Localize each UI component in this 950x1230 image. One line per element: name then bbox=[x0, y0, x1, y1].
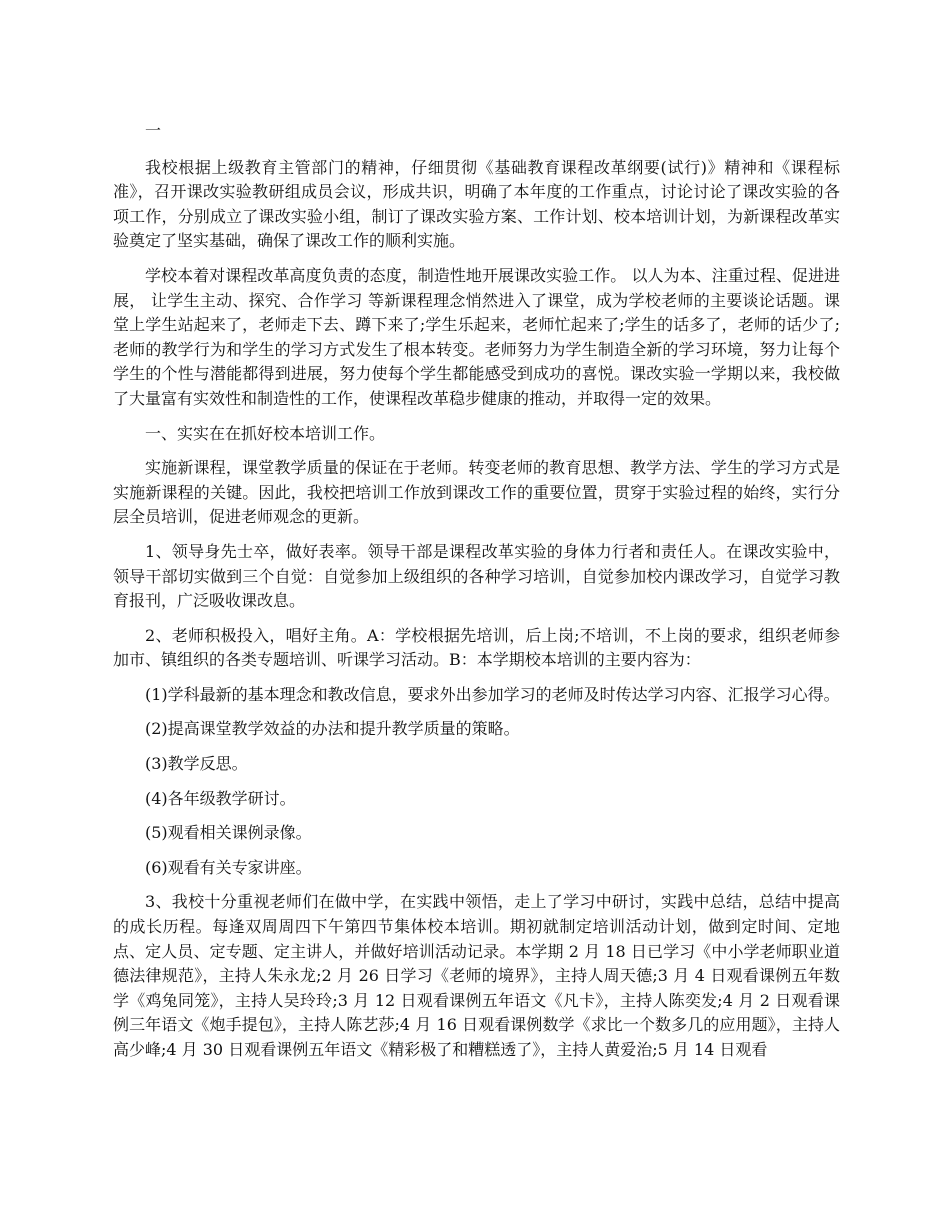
training-paragraph: 实施新课程，课堂教学质量的保证在于老师。转变老师的教育思想、教学方法、学生的学习方式是实施新课程的关键。因此，我校把培训工作放到课改工作的重要位置，贯穿于实验过程的始终，实行分层全员培训，促进老师观念的更新。 bbox=[113, 458, 840, 527]
schedule-paragraph: 3、我校十分重视老师们在做中学，在实践中领悟，走上了学习中研讨，实践中总结，总结中提高的成长历程。每逢双周周四下午第四节集体校本培训。期初就制定培训活动计划，做到定时间、定地点、定人员、定专题、定主讲人，并做好培训活动记录。本学期 2 月 18 日已学习《中小学老师职业道德法律规范》，主持人朱永龙;2 月 26 日学习《老师的境界》，主持人周天德;3 月 4 日观看课例五年数学《鸡兔同笼》，主持人吴玲玲;3 月 12 日观看课例五年语文《凡卡》，主持人陈奕发;4 月 2 日观看课例三年语文《炮手提包》，主持人陈艺莎;4 月 16 日观看课例数学《求比一个数多几的应用题》，主持人高少峰;4 月 30 日观看课例五年语文《精彩极了和糟糕透了》，主持人黄爱治;5 月 14 日观看 bbox=[113, 892, 840, 1059]
leadership-paragraph: 1、领导身先士卒，做好表率。领导干部是课程改革实验的身体力行者和责任人。在课改实验中，领导干部切实做到三个自觉：自觉参加上级组织的各种学习培训，自觉参加校内课改学习，自觉学习教育报刊，广泛吸收课改息。 bbox=[113, 541, 840, 611]
list-item: (5)观看相关课例录像。 bbox=[145, 823, 312, 843]
section-heading: 一、实实在在抓好校本培训工作。 bbox=[145, 423, 386, 443]
section-mark: 一 bbox=[145, 121, 162, 140]
list-item: (6)观看有关专家讲座。 bbox=[145, 857, 312, 877]
list-item: (2)提高课堂教学效益的办法和提升教学质量的策略。 bbox=[145, 719, 520, 739]
list-item: (4)各年级教学研讨。 bbox=[145, 788, 296, 808]
list-item: (1)学科最新的基本理念和教改信息，要求外出参加学习的老师及时传达学习内容、汇报学习心得。 bbox=[145, 684, 840, 704]
document-body bbox=[113, 119, 840, 1073]
list-item: (3)教学反思。 bbox=[145, 754, 248, 774]
intro-paragraph: 我校根据上级教育主管部门的精神，仔细贯彻《基础教育课程改革纲要(试行)》精神和《课程标准》，召开课改实验教研组成员会议，形成共识，明确了本年度的工作重点，讨论讨论了课改实验的各项工作，分别成立了课改实验小组，制订了课改实验方案、工作计划、校本培训计划，为新课程改革实验奠定了坚实基础，确保了课改工作的顺利实施。 bbox=[113, 157, 840, 251]
teacher-paragraph: 2、老师积极投入，唱好主角。A：学校根据先培训，后上岗;不培训，不上岗的要求，组织老师参加市、镇组织的各类专题培训、听课学习活动。B：本学期校本培训的主要内容为： bbox=[113, 625, 840, 670]
overview-paragraph: 学校本着对课程改革高度负责的态度，制造性地开展课改实验工作。 以人为本、注重过程、促进进展， 让学生主动、探究、合作学习 等新课程理念悄然进入了课堂，成为学校老师的主要谈论话题。课堂上学生站起来了，老师走下去、蹲下来了;学生乐起来，老师忙起来了;学生的话多了，老师的话少了;老师的教学行为和学生的学习方式发生了根本转变。老师努力为学生制造全新的学习环境，努力让每个学生的个性与潜能都得到进展，努力使每个学生都能感受到成功的喜悦。课改实验一学期以来，我校做了大量富有实效性和制造性的工作，使课程改革稳步健康的推动，并取得一定的效果。 bbox=[113, 265, 840, 408]
